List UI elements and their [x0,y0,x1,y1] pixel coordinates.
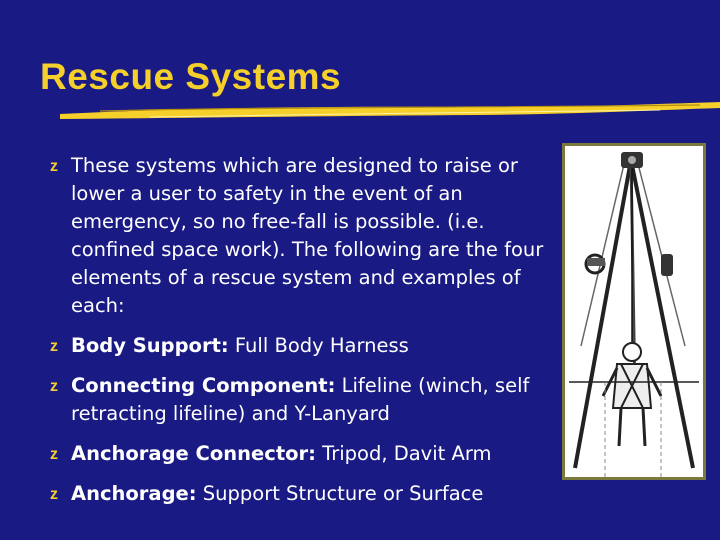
bullet-icon: z [50,158,58,175]
bullet-item-anchorage-connector [50,440,555,468]
bullet-text: Tripod, Davit Arm [315,442,492,465]
bullet-item-connecting-component [50,372,555,428]
bullet-text: Full Body Harness [228,334,409,357]
brush-stroke-divider [60,98,720,128]
bullet-icon: z [50,446,58,463]
bullet-item-anchorage [50,480,555,508]
bullet-list [50,152,555,520]
bullet-icon: z [50,338,58,355]
bullet-item-body-support [50,332,555,360]
slide-title: Rescue Systems [40,56,342,97]
bullet-item-intro [50,152,555,320]
tripod-rescue-harness-icon [565,146,703,477]
bullet-term: Connecting Component: [71,374,336,397]
bullet-icon: z [50,486,58,503]
bullet-term: Anchorage: [71,482,197,505]
bullet-text: Lifeline (winch, self retracting lifeline) and Y-Lanyard [71,374,530,425]
bullet-term: Body Support: [71,334,229,357]
rescue-tripod-illustration [562,143,706,480]
bullet-icon: z [50,378,58,395]
bullet-text: Support Structure or Surface [196,482,484,505]
bullet-term: Anchorage Connector: [71,442,316,465]
bullet-text: These systems which are designed to raise or lower a user to safety in the event of an emergency, so no free-fall is possible. (i.e. confined space work). The following are the four elements of a rescue system and examples of each: [71,154,544,317]
